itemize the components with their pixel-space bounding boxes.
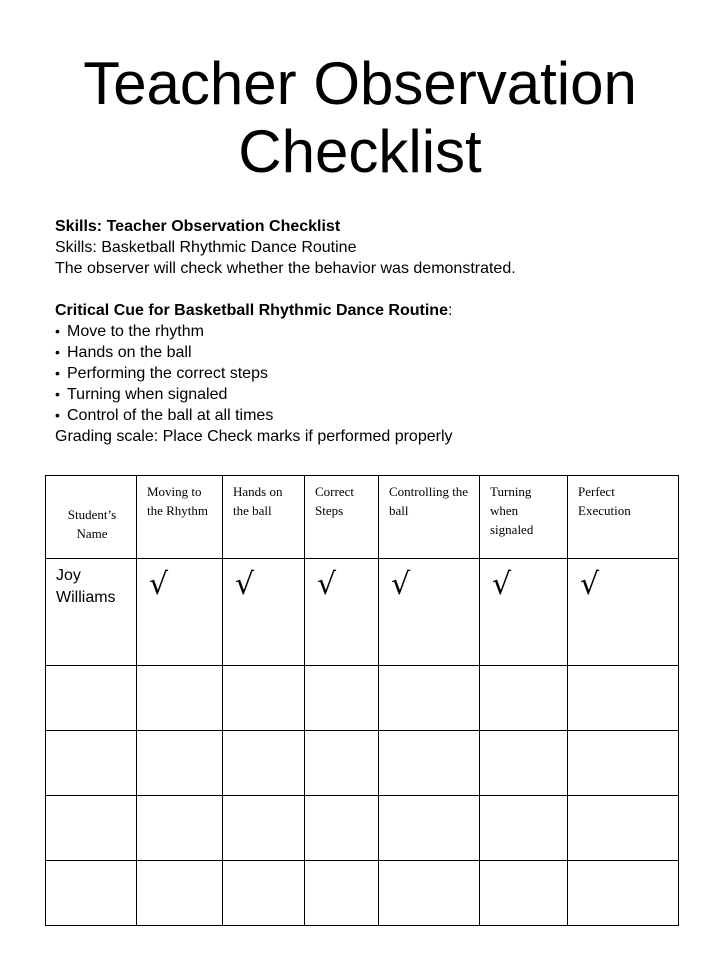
- check-mark-cell: √: [223, 559, 305, 666]
- check-mark-cell: [305, 666, 379, 731]
- check-mark-cell: [379, 796, 480, 861]
- student-name-cell: Joy Williams: [46, 559, 137, 666]
- cue-item: [55, 321, 695, 342]
- check-mark-cell: √: [137, 559, 223, 666]
- student-name-cell: [46, 666, 137, 731]
- page-title: Teacher Observation Checklist: [83, 50, 637, 185]
- bullet-icon: •: [55, 386, 60, 402]
- column-header-turning-signaled: Turning when signaled: [480, 476, 568, 559]
- check-mark-cell: [223, 666, 305, 731]
- check-mark-cell: [137, 796, 223, 861]
- check-mark-cell: [480, 861, 568, 926]
- check-mark-cell: [223, 861, 305, 926]
- table-row: [46, 796, 679, 861]
- column-header-correct-steps: Correct Steps: [305, 476, 379, 559]
- column-header-student-name: Student’s Name: [46, 476, 137, 559]
- bullet-icon: •: [55, 323, 60, 339]
- bullet-icon: •: [55, 344, 60, 360]
- observation-table: [45, 475, 679, 926]
- check-mark-cell: [568, 861, 679, 926]
- cue-text: Turning when signaled: [67, 386, 228, 403]
- table-row: [46, 666, 679, 731]
- header-row: [46, 476, 679, 559]
- table-row: [46, 861, 679, 926]
- check-mark-cell: √: [305, 559, 379, 666]
- skills-line: Skills: Basketball Rhythmic Dance Routine: [55, 239, 357, 256]
- check-mark-cell: [137, 861, 223, 926]
- grading-scale: Grading scale: Place Check marks if performed properly: [55, 428, 453, 445]
- check-mark-cell: [480, 666, 568, 731]
- cues-heading: [55, 300, 695, 321]
- check-mark-cell: [305, 796, 379, 861]
- observer-line: The observer will check whether the behavior was demonstrated.: [55, 260, 516, 277]
- check-mark-cell: [480, 731, 568, 796]
- check-mark-cell: [223, 796, 305, 861]
- check-mark-cell: [480, 796, 568, 861]
- check-mark-cell: [568, 796, 679, 861]
- spacer: [55, 279, 695, 300]
- column-header-moving-to-rhythm: Moving to the Rhythm: [137, 476, 223, 559]
- cue-text: Move to the rhythm: [67, 323, 204, 340]
- check-mark-cell: [379, 731, 480, 796]
- check-mark-cell: [305, 861, 379, 926]
- check-mark-cell: [223, 731, 305, 796]
- check-mark-cell: [568, 731, 679, 796]
- check-mark-cell: √: [568, 559, 679, 666]
- check-mark-cell: [305, 731, 379, 796]
- cues-heading-text: Critical Cue for Basketball Rhythmic Dance Routine: [55, 302, 448, 319]
- check-mark-cell: [379, 861, 480, 926]
- cue-item: [55, 405, 695, 426]
- cue-text: Control of the ball at all times: [67, 407, 274, 424]
- student-name-cell: [46, 796, 137, 861]
- table-row: [46, 731, 679, 796]
- cue-text: Performing the correct steps: [67, 365, 268, 382]
- bullet-icon: •: [55, 407, 60, 423]
- cues-heading-colon: :: [447, 302, 453, 319]
- column-header-hands-on-ball: Hands on the ball: [223, 476, 305, 559]
- cue-item: [55, 384, 695, 405]
- check-mark-cell: √: [480, 559, 568, 666]
- student-name-cell: [46, 861, 137, 926]
- check-mark-cell: [137, 731, 223, 796]
- check-mark-cell: [137, 666, 223, 731]
- check-mark-cell: [379, 666, 480, 731]
- cue-item: [55, 342, 695, 363]
- student-name-cell: [46, 731, 137, 796]
- bullet-icon: •: [55, 365, 60, 381]
- column-header-perfect-execution: Perfect Execution: [568, 476, 679, 559]
- column-header-controlling-ball: Controlling the ball: [379, 476, 480, 559]
- skills-heading: Skills: Teacher Observation Checklist: [55, 218, 341, 235]
- cue-item: [55, 363, 695, 384]
- table-row: [46, 559, 679, 666]
- info-block: [55, 216, 695, 447]
- check-mark-cell: [568, 666, 679, 731]
- cue-text: Hands on the ball: [67, 344, 192, 361]
- check-mark-cell: √: [379, 559, 480, 666]
